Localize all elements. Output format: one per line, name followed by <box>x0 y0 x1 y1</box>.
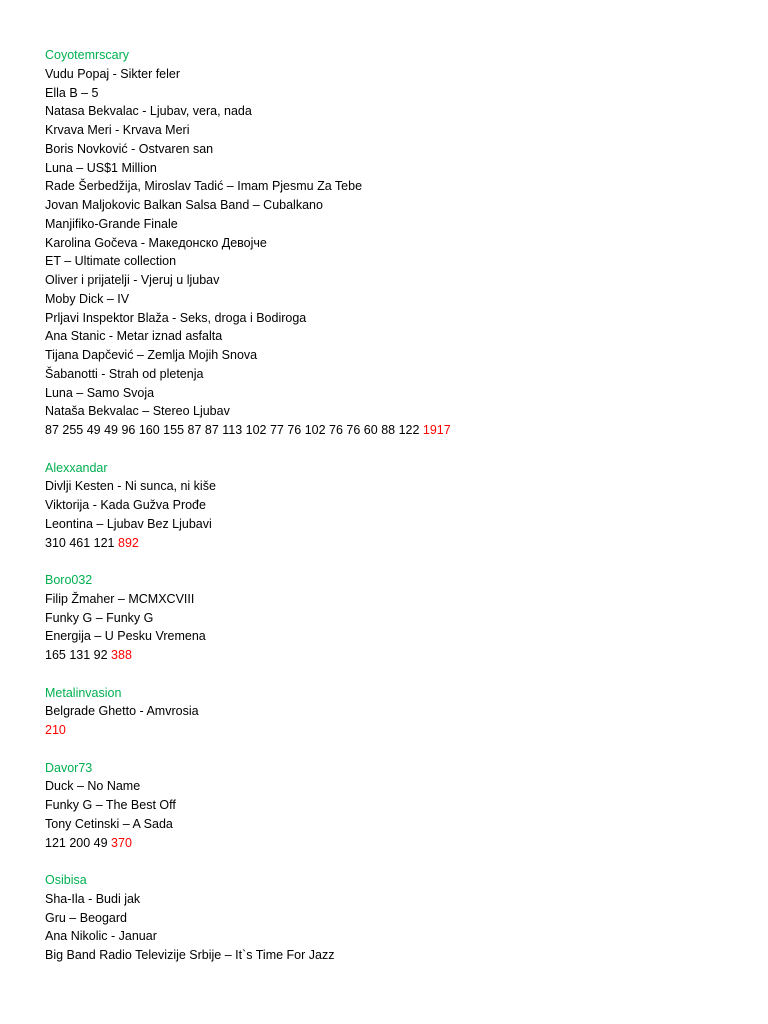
section-author: Boro032 <box>45 573 93 587</box>
list-section <box>45 571 745 665</box>
album-item: Manjifiko-Grande Finale <box>45 216 178 231</box>
album-item: Natasa Bekvalac - Ljubav, vera, nada <box>45 104 252 119</box>
score-total: 210 <box>45 723 66 737</box>
list-section <box>45 459 745 553</box>
album-item: Šabanotti - Strah od pletenja <box>45 366 204 381</box>
list-section <box>45 684 745 740</box>
album-item: Big Band Radio Televizije Srbije – It`s Time For Jazz <box>45 948 335 962</box>
album-item: Sha-Ila - Budi jak <box>45 891 141 906</box>
score-row <box>45 421 745 440</box>
album-item: ET – Ultimate collection <box>45 254 177 269</box>
score-list: 165 131 92 <box>45 648 108 662</box>
score-list: 310 461 121 <box>45 535 115 550</box>
album-item: Tijana Dapčević – Zemlja Mojih Snova <box>45 348 258 362</box>
document-page <box>45 46 745 984</box>
score-total: 370 <box>111 835 132 850</box>
section-author: Davor73 <box>45 760 93 775</box>
album-item: Tony Cetinski – A Sada <box>45 816 173 831</box>
score-list: 87 255 49 49 96 160 155 87 87 113 102 77 76 102 76 76 60 88 122 <box>45 423 420 437</box>
album-item: Karolina Gočeva - Македонско Девојче <box>45 235 267 250</box>
score-total: 1917 <box>422 423 451 437</box>
score-row <box>45 646 745 665</box>
score-total: 892 <box>118 535 139 550</box>
list-section <box>45 46 745 440</box>
album-item: Oliver i prijatelji - Vjeruj u ljubav <box>45 273 220 287</box>
album-item: Jovan Maljokovic Balkan Salsa Band – Cubalkano <box>45 198 323 212</box>
album-item: Ana Nikolic - Januar <box>45 929 157 944</box>
album-item: Leontina – Ljubav Bez Ljubavi <box>45 516 212 531</box>
score-list: 121 200 49 <box>45 835 108 850</box>
album-item: Divlji Kesten - Ni sunca, ni kiše <box>45 479 216 494</box>
album-item: Moby Dick – IV <box>45 291 130 306</box>
list-section <box>45 871 745 965</box>
album-item: Luna – Samo Svoja <box>45 385 155 400</box>
album-item: Ella B – 5 <box>45 85 99 100</box>
score-row <box>45 834 745 853</box>
album-item: Duck – No Name <box>45 779 141 794</box>
album-item: Energija – U Pesku Vremena <box>45 629 206 644</box>
album-item: Nataša Bekvalac – Stereo Ljubav <box>45 404 230 419</box>
album-item: Gru – Beogard <box>45 910 127 925</box>
section-author: Metalinvasion <box>45 685 122 700</box>
album-item: Belgrade Ghetto - Amvrosia <box>45 704 199 719</box>
album-item: Funky G – Funky G <box>45 610 154 625</box>
score-row <box>45 721 745 740</box>
album-item: Rade Šerbedžija, Miroslav Tadić – Imam Pjesmu Za Tebe <box>45 179 363 194</box>
album-item: Krvava Meri - Krvava Meri <box>45 123 190 137</box>
album-item: Filip Žmaher – MCMXCVIII <box>45 591 195 606</box>
album-item: Ana Stanic - Metar iznad asfalta <box>45 329 223 344</box>
score-total: 388 <box>111 648 132 662</box>
list-section <box>45 759 745 853</box>
album-item: Viktorija - Kada Gužva Prođe <box>45 498 206 512</box>
section-author: Osibisa <box>45 873 87 887</box>
section-author: Coyotemrscary <box>45 48 130 62</box>
album-item: Vudu Popaj - Sikter feler <box>45 66 181 81</box>
album-item: Funky G – The Best Off <box>45 798 176 812</box>
section-author: Alexxandar <box>45 460 108 475</box>
album-item: Luna – US$1 Million <box>45 160 157 175</box>
score-row <box>45 534 745 553</box>
album-item: Boris Novković - Ostvaren san <box>45 141 214 156</box>
album-item: Prljavi Inspektor Blaža - Seks, droga i Bodiroga <box>45 310 307 325</box>
